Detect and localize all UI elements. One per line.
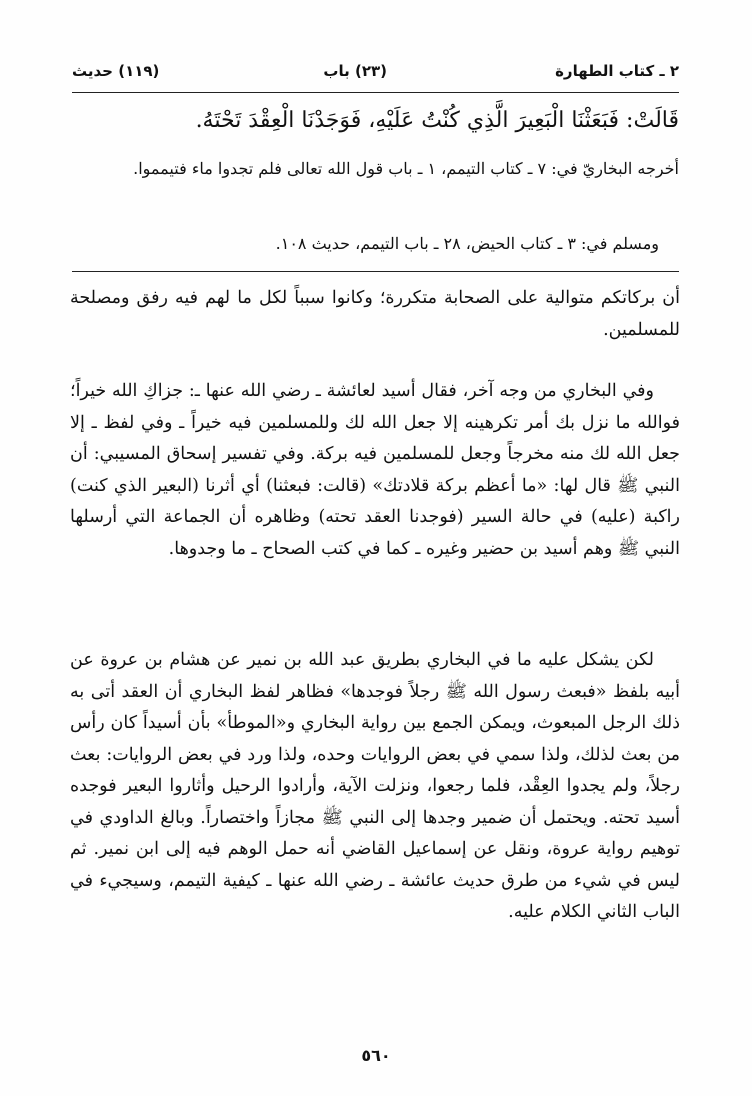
commentary-paragraph-1: أن بركاتكم متوالية على الصحابة متكررة؛ وكانوا سبباً لكل ما لهم فيه رفق ومصلحة للمسلمين. (70, 288, 680, 340)
commentary-paragraph-2 (70, 376, 680, 565)
takhrij-bukhari: أخرجه البخاريّ في: ٧ ـ كتاب التيمم، ١ ـ باب قول الله تعالى فلم تجدوا ماء فتيمموا. (133, 159, 679, 178)
commentary-paragraph-2-text: وفي البخاري من وجه آخر، فقال أسيد لعائشة ـ رضي الله عنها ـ: جزاكِ الله خيراً؛ فوالله ما نزل بك أمر تكرهينه إلا جعل الله لك وللمسلمين فيه خيراً ـ وفي لفظ ـ إلا جعل الله لك منه مخرجاً وجعل للمسلمين فيه بركة. وفي تفسير إسحاق المسيبي: أن النبي ﷺ قال لها: «ما أعظم بركة قلادتك» (قالت: فبعثنا) أي أثرنا (البعير الذي كنت) راكبة (عليه) في حالة السير (فوجدنا العقد تحته) وظاهره أن الجماعة التي أرسلها النبي ﷺ وهم أسيد بن حضير وغيره ـ كما في كتب الصحاح ـ ما وجدوها. (70, 381, 680, 559)
running-header (72, 60, 679, 86)
header-divider (72, 92, 679, 93)
commentary-paragraph-3 (70, 645, 680, 929)
commentary-paragraph-3-text: لكن يشكل عليه ما في البخاري بطريق عبد الله بن نمير عن هشام بن عروة عن أبيه بلفظ «فبعث رسول الله ﷺ رجلاً فوجدها» فظاهر لفظ البخاري أن العقد أتى به ذلك الرجل المبعوث، ويمكن الجمع بين رواية البخاري و«الموطأ» بأن أسيداً كان رأس من بعث لذلك، ولذا سمي في بعض الروايات وحده، ولذا ورد في بعض الروايات: بعث رجلاً، ولم يجدوا العِقْد، فلما رجعوا، ونزلت الآية، وأرادوا الرحيل وأثاروا البعير فوجده أسيد تحته. ويحتمل أن ضمير وجدها إلى النبي ﷺ مجازاً واختصاراً. وبالغ الداودي في توهيم رواية عروة، ونقل عن إسماعيل القاضي أنه حمل الوهم فيه إلى ابن نمير. ثم ليس في شيء من طرق حديث عائشة ـ رضي الله عنها ـ كيفية التيمم، وسيجيء في الباب الثاني الكلام عليه. (70, 650, 680, 922)
takhrij-muslim: ومسلم في: ٣ ـ كتاب الحيض، ٢٨ ـ باب التيمم، حديث ١٠٨. (275, 234, 659, 253)
page-number: ٥٦٠ (361, 1046, 391, 1065)
header-chapter: (٢٣) باب (323, 62, 387, 80)
header-book-title: ٢ ـ كتاب الطهارة (555, 62, 679, 80)
header-hadith-number: (١١٩) حديث (72, 62, 160, 80)
commentary-divider (72, 271, 679, 272)
hadith-text: قَالَتْ: فَبَعَثْنَا الْبَعِيرَ الَّذِي كُنْتُ عَلَيْهِ، فَوَجَدْنَا الْعِقْدَ تَحْتَهُ. (195, 108, 679, 133)
